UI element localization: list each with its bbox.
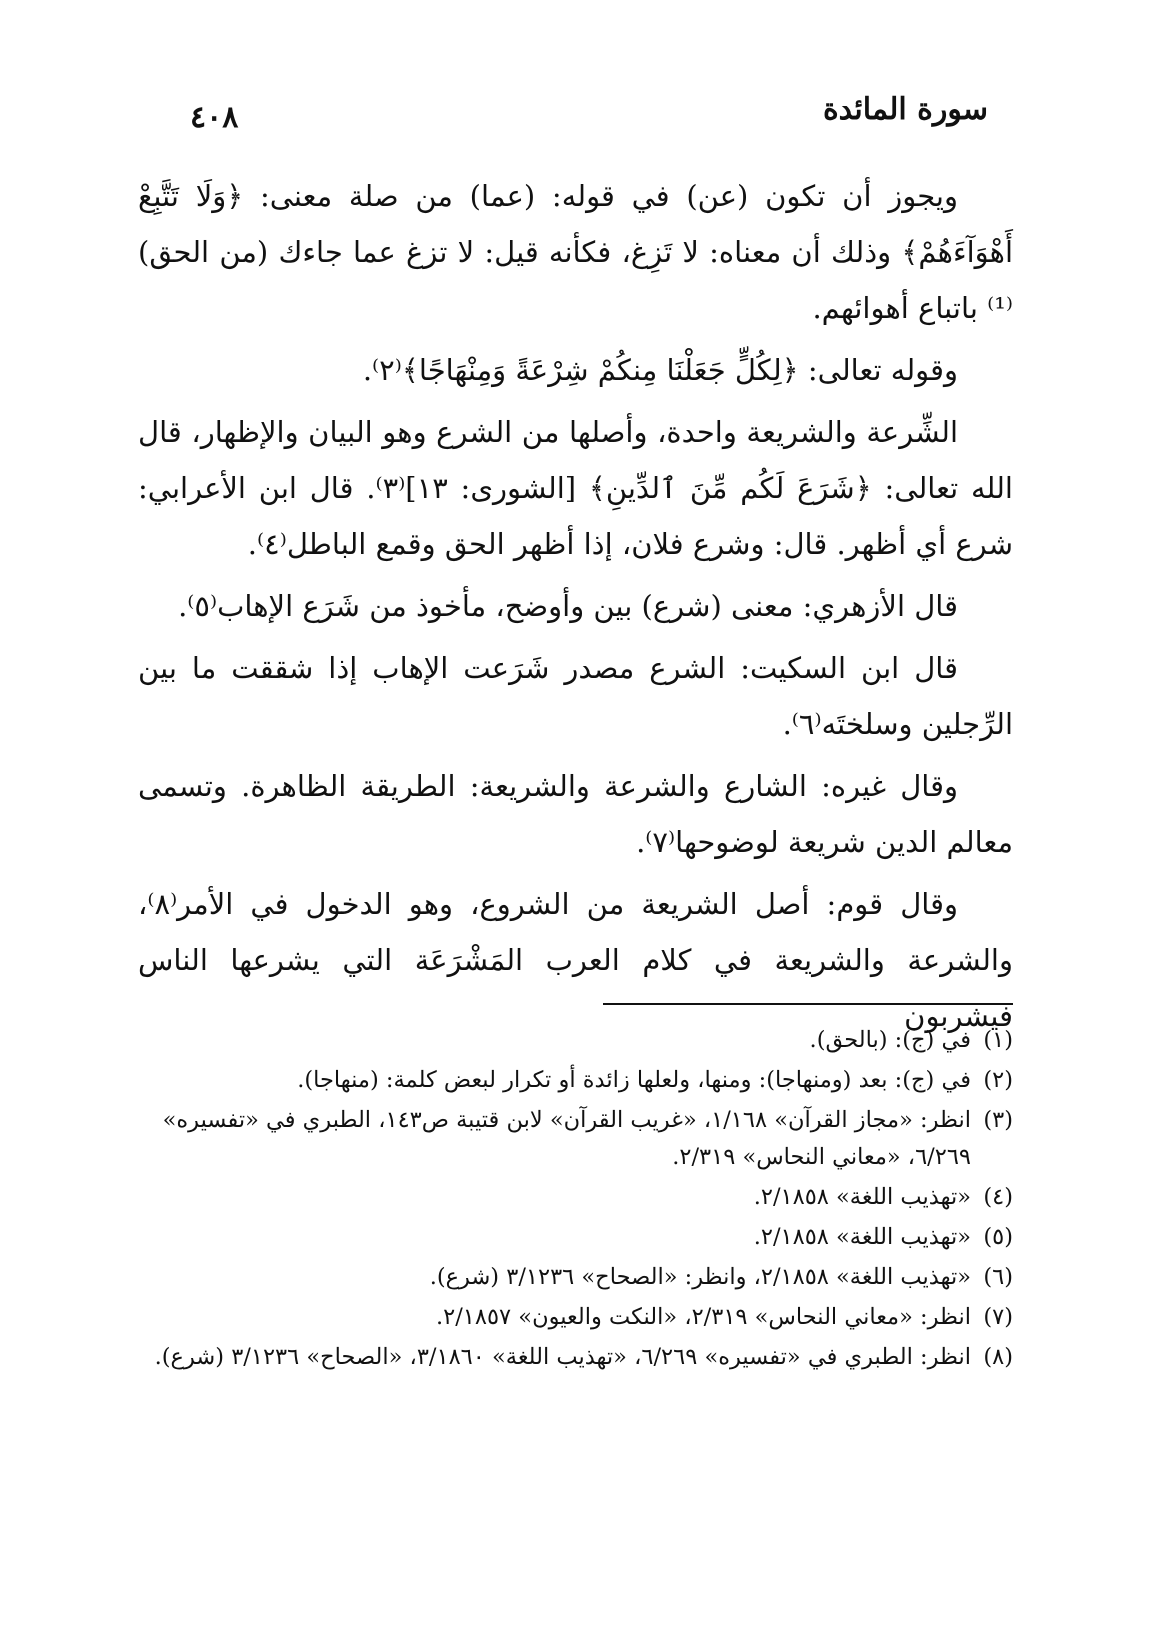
- footnote: [138, 1179, 1013, 1216]
- footnote-number: (٣): [983, 1107, 1013, 1133]
- paragraph: الشِّرعة والشريعة واحدة، وأصلها من الشرع وهو البيان والإظهار، قال الله تعالى: ﴿شَرَعَ لَكُم مِّنَ ٱلدِّينِ﴾ [الشورى: ١٣]⁽٣⁾. قال ابن الأعرابي: شرع أي أظهر. قال: وشرع فلان، إذا أظهر الحق وقمع الباطل⁽٤⁾.: [138, 415, 1013, 561]
- paragraph: قال الأزهري: معنى (شرع) بين وأوضح، مأخوذ من شَرَع الإهاب⁽٥⁾.: [178, 589, 958, 623]
- footnote: [138, 1299, 1013, 1336]
- footnote: [138, 1259, 1013, 1296]
- footnote-number: (٤): [983, 1184, 1013, 1210]
- footnote-text: «تهذيب اللغة» ٢/١٨٥٨.: [753, 1184, 971, 1210]
- running-title: سورة المائدة: [822, 92, 988, 127]
- footnote-text: «تهذيب اللغة» ٢/١٨٥٨.: [753, 1224, 971, 1250]
- paragraph: وقال غيره: الشارع والشرعة والشريعة: الطريقة الظاهرة. وتسمى معالم الدين شريعة لوضوحها⁽٧⁾.: [138, 769, 1013, 859]
- footnote: [138, 1022, 1013, 1059]
- footnote: [138, 1062, 1013, 1099]
- page-number: ٤٠٨: [190, 100, 239, 135]
- footnotes: [138, 1022, 1013, 1379]
- main-text: [138, 168, 1013, 1050]
- footnote-number: (٦): [983, 1264, 1013, 1290]
- footnote-text: «تهذيب اللغة» ٢/١٨٥٨، وانظر: «الصحاح» ٣/١٢٣٦ (شرع).: [429, 1264, 971, 1290]
- paragraph: وقوله تعالى: ﴿لِكُلٍّ جَعَلْنَا مِنكُمْ شِرْعَةً وَمِنْهَاجًا﴾⁽٢⁾.: [362, 353, 958, 387]
- footnote-text: انظر: «معاني النحاس» ٢/٣١٩، «النكت والعيون» ٢/١٨٥٧.: [435, 1304, 971, 1330]
- footnote-number: (١): [983, 1027, 1013, 1053]
- footnote-text: انظر: الطبري في «تفسيره» ٦/٢٦٩، «تهذيب اللغة» ٣/١٨٦٠، «الصحاح» ٣/١٢٣٦ (شرع).: [154, 1344, 971, 1370]
- footnote-number: (٧): [983, 1304, 1013, 1330]
- paragraph: وقال قوم: أصل الشريعة من الشروع، وهو الدخول في الأمر⁽٨⁾، والشرعة والشريعة في كلام العرب المَشْرَعَة التي يشرعها الناس فيشربون: [138, 887, 1013, 1033]
- footnote-number: (٨): [983, 1344, 1013, 1370]
- footnote: [138, 1219, 1013, 1256]
- paragraph: قال ابن السكيت: الشرع مصدر شَرَعت الإهاب إذا شققت ما بين الرِّجلين وسلختَه⁽٦⁾.: [138, 651, 1013, 741]
- footnote-number: (٥): [983, 1224, 1013, 1250]
- paragraph: ويجوز أن تكون (عن) في قوله: (عما) من صلة معنى: ﴿وَلَا تَتَّبِعْ أَهْوَآءَهُمْ﴾ وذلك أن معناه: لا تَزِغ، فكأنه قيل: لا تزغ عما جاءك (من الحق)⁽¹⁾ باتباع أهوائهم.: [138, 179, 1013, 325]
- footnote: [138, 1102, 1013, 1176]
- footnote-separator: [603, 1003, 1013, 1005]
- footnote-number: (٢): [983, 1067, 1013, 1093]
- footnote-text: في (ج): بعد (ومنهاجا): ومنها، ولعلها زائدة أو تكرار لبعض كلمة: (منهاجا).: [297, 1067, 971, 1093]
- footnote-text: في (ج): (بالحق).: [809, 1027, 971, 1053]
- footnote-text: انظر: «مجاز القرآن» ١/١٦٨، «غريب القرآن» لابن قتيبة ص١٤٣، الطبري في «تفسيره» ٦/٢٦٩، «معاني النحاس» ٢/٣١٩.: [162, 1107, 971, 1170]
- footnote: [138, 1339, 1013, 1376]
